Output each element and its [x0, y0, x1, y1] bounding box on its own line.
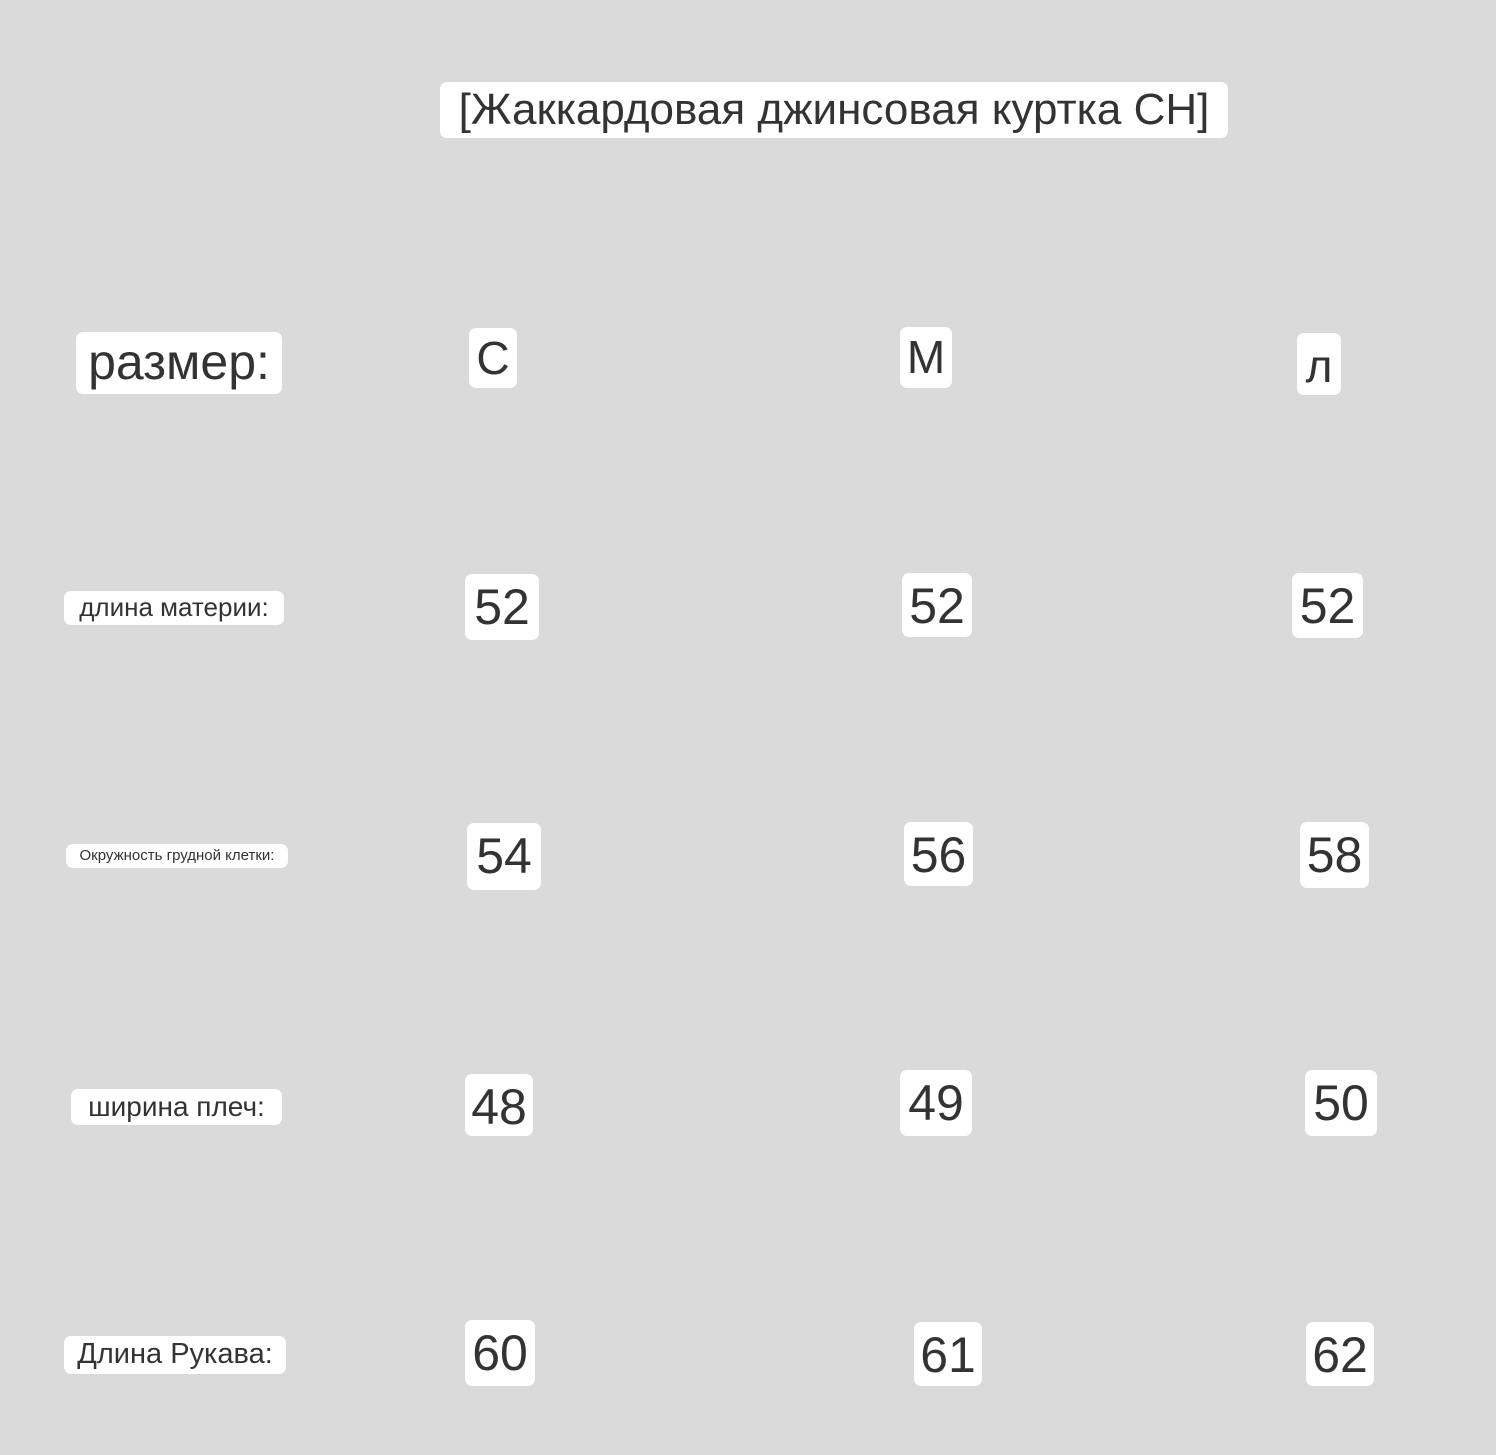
length-row-label: длина материи: — [64, 591, 284, 625]
length-value-s: 52 — [465, 574, 539, 640]
size-row-label: размер: — [76, 332, 282, 394]
shoulder-row-label: ширина плеч: — [71, 1089, 282, 1125]
right-edge-strip — [1496, 0, 1500, 1455]
chest-value-m: 56 — [904, 822, 973, 886]
product-title: [Жаккардовая джинсовая куртка СН] — [440, 82, 1228, 138]
size-l: л — [1297, 333, 1341, 395]
length-value-l: 52 — [1292, 573, 1363, 638]
sleeve-value-s: 60 — [465, 1320, 535, 1386]
sleeve-value-m: 61 — [914, 1322, 982, 1386]
chest-row-label: Окружность грудной клетки: — [66, 844, 288, 868]
size-s: С — [469, 328, 517, 388]
shoulder-value-l: 50 — [1305, 1070, 1377, 1136]
shoulder-value-m: 49 — [900, 1070, 972, 1136]
length-value-m: 52 — [902, 573, 972, 637]
chest-value-l: 58 — [1300, 822, 1369, 888]
chest-value-s: 54 — [467, 823, 541, 890]
sleeve-row-label: Длина Рукава: — [64, 1336, 286, 1374]
sleeve-value-l: 62 — [1306, 1322, 1374, 1386]
size-m: М — [900, 327, 952, 388]
shoulder-value-s: 48 — [465, 1074, 533, 1136]
